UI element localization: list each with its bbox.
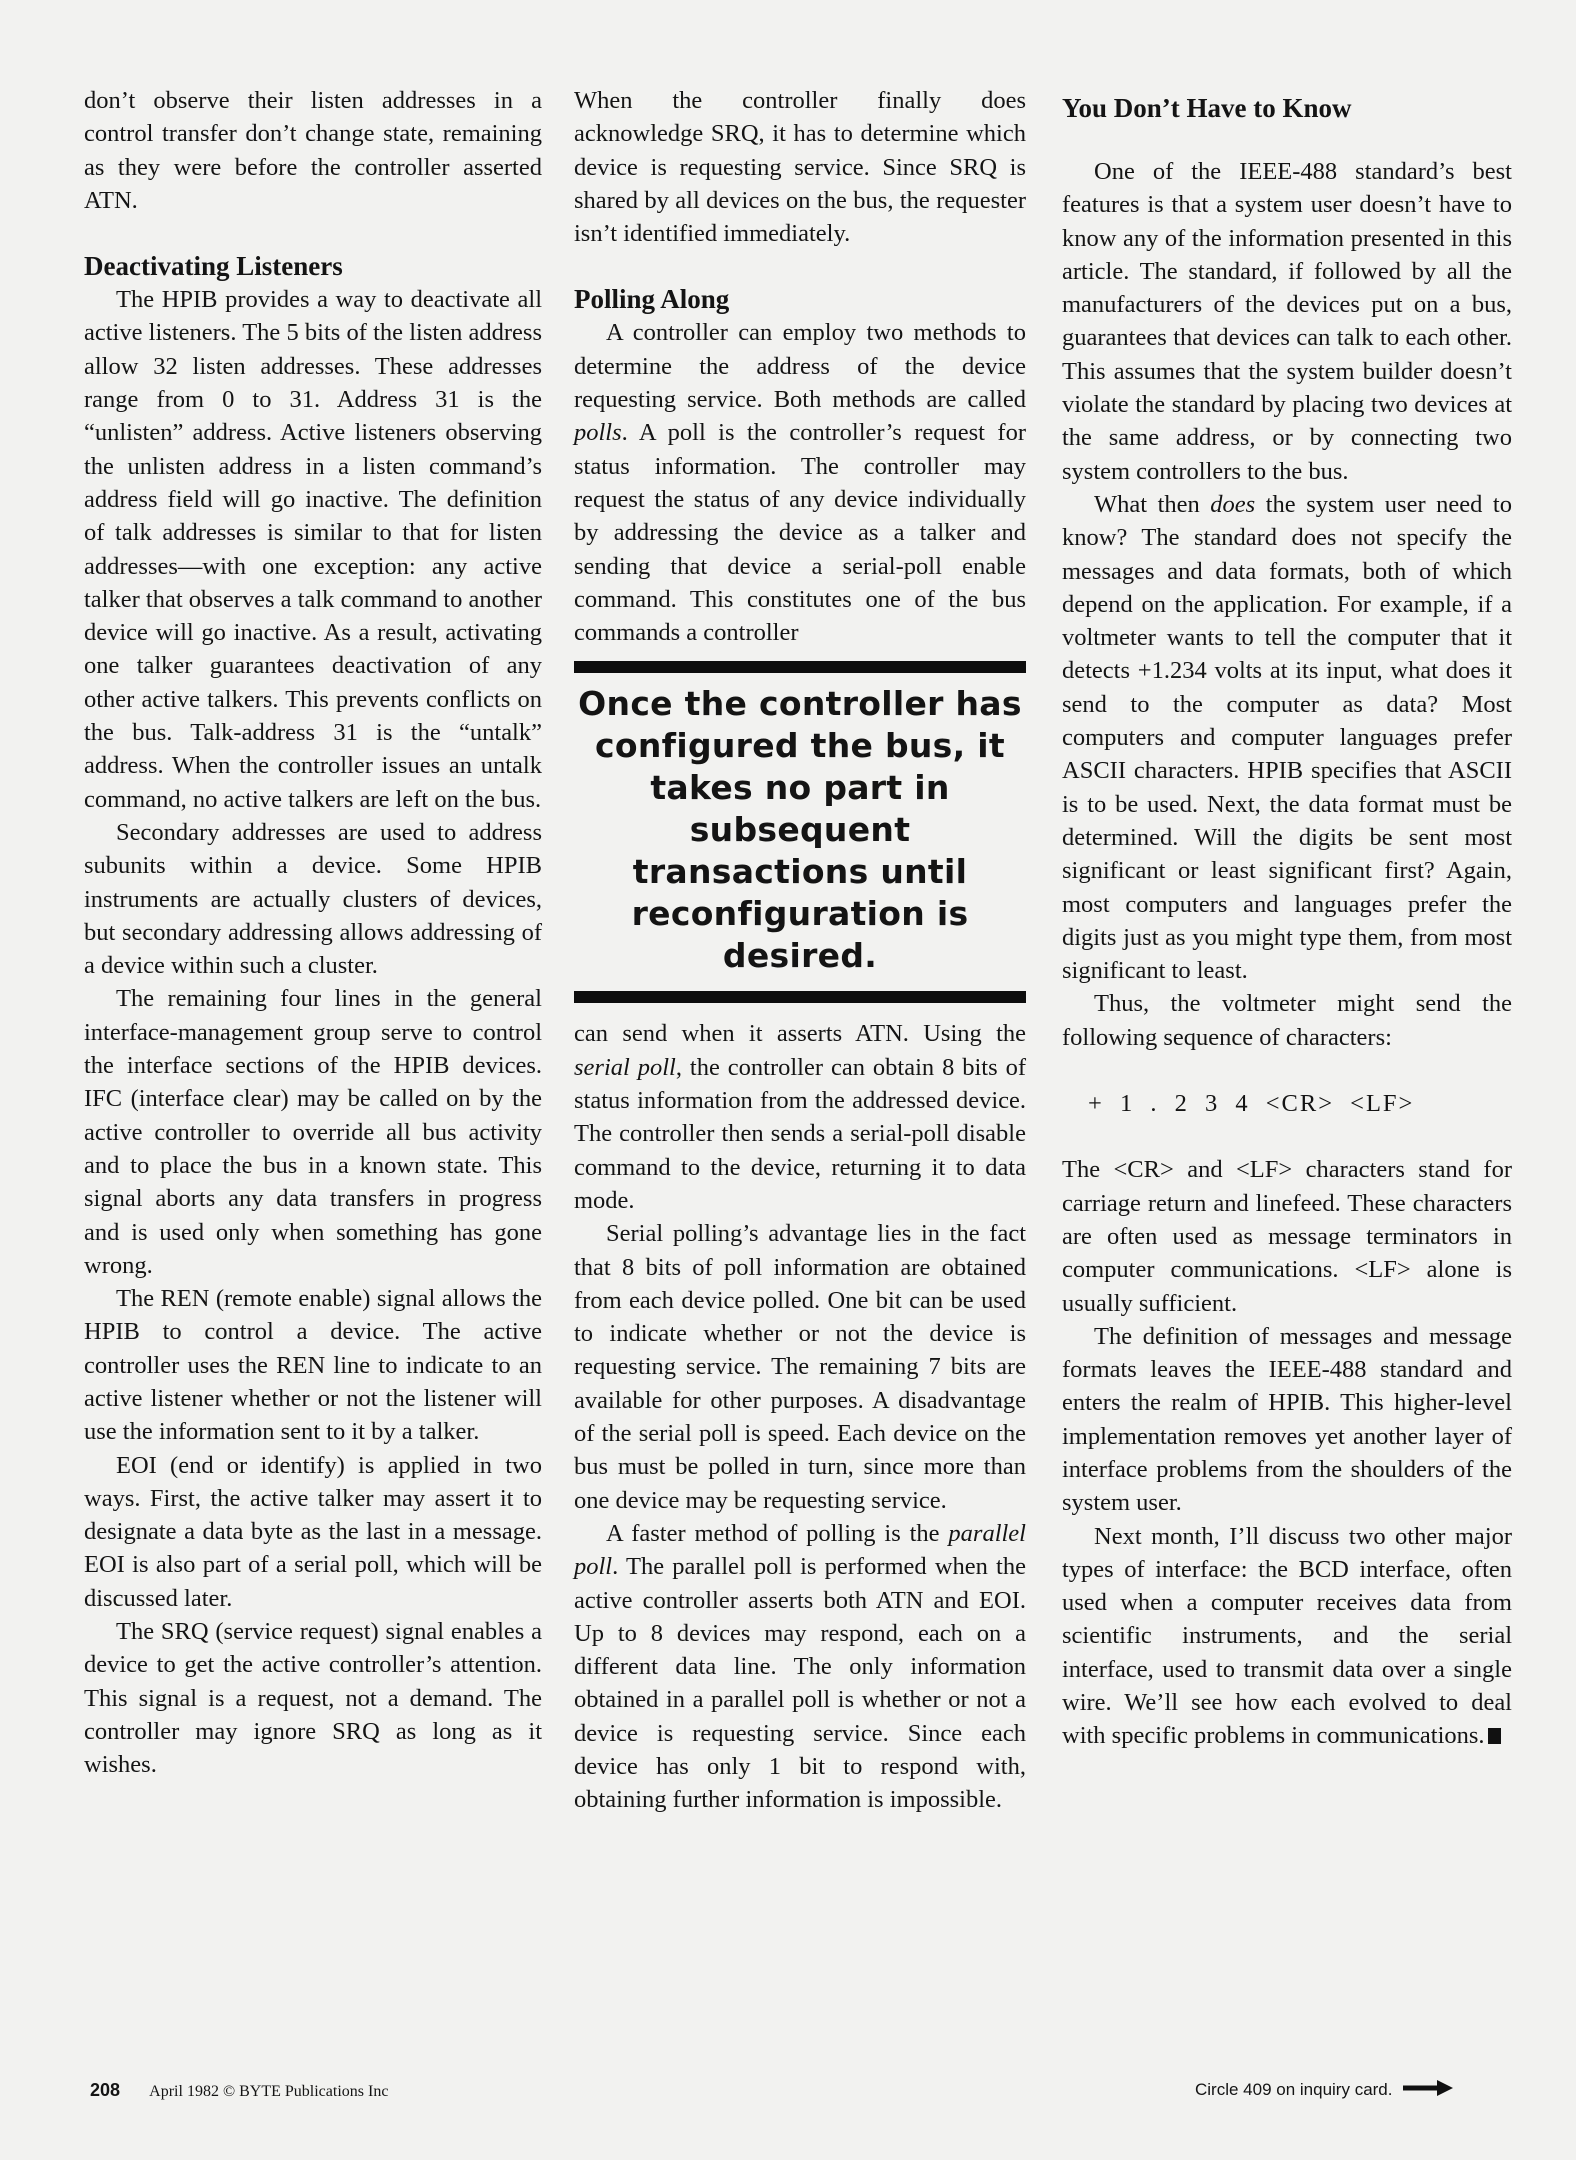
column3-paragraph: The definition of messages and message formats leaves the IEEE-488 standard and enters the realm of HPIB. This higher-level implementation removes yet another layer of interface problems from the shoulders of the system user. <box>1062 1322 1512 1517</box>
italic-term-does: does <box>1210 490 1256 518</box>
column2-paragraph-polls <box>574 316 1026 649</box>
column3-paragraph-does <box>1062 488 1512 987</box>
column3-paragraph: Thus, the voltmeter might send the following sequence of characters: <box>1062 990 1512 1051</box>
text-run: can send when it asserts ATN. Using the <box>574 1020 1026 1048</box>
column1-intro: don’t observe their listen addresses in a control transfer don’t change state, remaining as they were before the controller asserted ATN. <box>84 87 542 214</box>
inquiry-text: Circle 409 on inquiry card. <box>1195 2080 1393 2099</box>
page-number: 208 <box>90 2080 121 2100</box>
text-run: Next month, I’ll discuss two other major types of interface: the BCD interface, often used when a computer receives data from scientific instruments, and the serial interface, used to transmit data over a single wire. We’ll see how each evolved to deal with specific problems in communications. <box>1062 1522 1512 1750</box>
text-run: What then <box>1094 490 1211 518</box>
heading-you-dont-have-to-know: You Don’t Have to Know <box>1062 93 1352 123</box>
heading-polling-along: Polling Along <box>574 284 730 315</box>
heading-deactivating-listeners: Deactivating Listeners <box>84 251 343 282</box>
column1-paragraph: Secondary addresses are used to address subunits within a device. Some HPIB instruments are actually clusters of devices, but secondary addressing allows addressing of a device within such a cluster. <box>84 818 542 980</box>
page-footer-credit <box>90 2080 388 2101</box>
column1-paragraph: The HPIB provides a way to deactivate all active listeners. The 5 bits of the listen address allow 32 listen addresses. These addresses range from 0 to 31. Address 31 is the “unlisten” address. Active listeners observing the unlisten address in a listen command’s address field will go inactive. The definition of talk addresses is similar to that for listen addresses—with one exception: any active talker that observes a talk command to another device will go inactive. As a result, activating one talker guarantees deactivation of any other active talkers. This prevents conflicts on the bus. Talk-address 31 is the “untalk” address. When the controller issues an untalk command, no active talkers are left on the bus. <box>84 286 542 813</box>
column1-paragraph: The SRQ (service request) signal enables a device to get the active controller’s attention. This signal is a request, not a demand. The controller may ignore SRQ as long as it wishes. <box>84 1618 542 1779</box>
publication-credit: April 1982 © BYTE Publications Inc <box>149 2083 389 2100</box>
column2-paragraph-continued <box>574 1017 1026 1217</box>
text-run: . A poll is the controller’s request for status information. The controller may request the status of any device individually by addressing the device as a talker and sending that device a serial-poll enable command. This constitutes one of the bus commands a controller <box>574 419 1026 647</box>
end-of-article-icon <box>1488 1728 1501 1744</box>
column-3 <box>1062 92 1512 1753</box>
italic-term-parallel-poll: parallel poll <box>574 1519 1026 1581</box>
text-run: the system user need to know? The standard does not specify the messages and data formats, both of which depend on the application. For example, if a voltmeter wants to tell the computer that it detects +1.234 volts at its input, what does it send to the computer as data? Most computers and computer languages prefer ASCII characters. HPIB specifies that ASCII is to be used. Next, the data format must be determined. Will the digits be sent most significant or least significant first? Again, most computers and languages prefer the digits just as you might type them, from most significant to least. <box>1062 490 1512 985</box>
column-2 <box>574 84 1026 1817</box>
pull-quote: Once the controller has configured the bus, it takes no part in subsequent transactions until reconfiguration is desired. <box>574 661 1026 1003</box>
italic-term-polls: polls <box>574 419 622 447</box>
inquiry-card-note <box>1195 2080 1453 2101</box>
column3-paragraph: The <CR> and <LF> characters stand for carriage return and linefeed. These characters are often used as message terminators in computer communications. <LF> alone is usually sufficient. <box>1062 1156 1512 1317</box>
right-arrow-icon <box>1403 2080 1453 2101</box>
text-run: A controller can employ two methods to determine the address of the device requesting service. Both methods are called <box>574 319 1026 414</box>
column1-paragraph: The remaining four lines in the general interface-management group serve to control the interface sections of the HPIB devices. IFC (interface clear) may be called on by the active controller to override all bus activity and to place the bus in a known state. This signal aborts any data transfers in progress and is used only when something has gone wrong. <box>84 985 542 1279</box>
column-1 <box>84 84 542 1782</box>
column3-paragraph-final <box>1062 1520 1512 1753</box>
italic-term-serial-poll: serial poll <box>574 1053 676 1081</box>
column3-paragraph: One of the IEEE-488 standard’s best features is that a system user doesn’t have to know any of the information presented in this article. The standard, if followed by all the manufacturers of the devices put on a bus, guarantees that devices can talk to each other. This assumes that the system builder doesn’t violate the standard by placing two devices at the same address, or by connecting two system controllers to the bus. <box>1062 158 1512 485</box>
column1-paragraph: The REN (remote enable) signal allows the HPIB to control a device. The active controller uses the REN line to indicate to an active listener whether or not the listener will use the information sent to it by a talker. <box>84 1285 542 1446</box>
column2-paragraph: Serial polling’s advantage lies in the fact that 8 bits of poll information are obtained from each device polled. One bit can be used to indicate whether or not the device is requesting service. The remaining 7 bits are available for other purposes. A disadvantage of the serial poll is speed. Each device on the bus must be polled in turn, since more than one device may be requesting service. <box>574 1220 1026 1514</box>
text-run: , the controller can obtain 8 bits of status information from the addressed device. The controller then sends a serial-poll disable command to the device, returning it to data mode. <box>574 1053 1026 1214</box>
column2-paragraph-parallel <box>574 1517 1026 1817</box>
column2-intro: When the controller finally does acknowledge SRQ, it has to determine which device is requesting service. Since SRQ is shared by all devices on the bus, the requester isn’t identified immediately. <box>574 87 1026 248</box>
column1-paragraph: EOI (end or identify) is applied in two ways. First, the active talker may assert it to designate a data byte as the last in a message. EOI is also part of a serial poll, which will be discussed later. <box>84 1451 542 1612</box>
text-run: . The parallel poll is performed when the active controller asserts both ATN and EOI. Up to 8 devices may respond, each on a different data line. The only information obtained in a parallel poll is whether or not a device is requesting service. Since each device has only 1 bit to respond with, obtaining further information is impossible. <box>574 1553 1026 1814</box>
text-run: A faster method of polling is the <box>606 1519 949 1547</box>
character-sequence: + 1 . 2 3 4 <CR> <LF> <box>1088 1090 1415 1118</box>
